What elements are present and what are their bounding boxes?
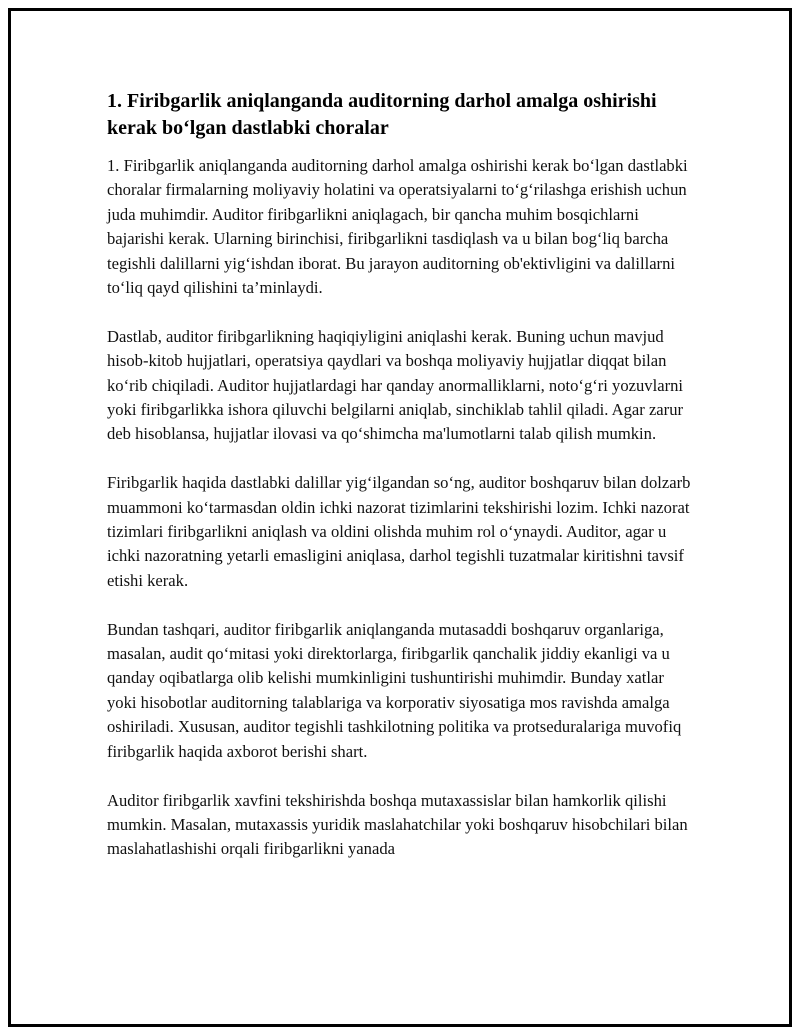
section-heading: 1. Firibgarlik aniqlanganda auditorning darhol amalga oshirishi kerak bo‘lgan dastlabki choralar [107, 90, 657, 139]
paragraph-5: Auditor firibgarlik xavfini tekshirishda boshqa mutaxassislar bilan hamkorlik qilishi mumkin. Masalan, mutaxassis yuridik maslahatchilar yoki boshqaruv hisobchilari bilan maslahatlashishi orqali firibgarlikni yanada [107, 790, 688, 859]
paragraph-3: Firibgarlik haqida dastlabki dalillar yig‘ilgandan so‘ng, auditor boshqaruv bilan dolzarb muammoni ko‘tarmasdan oldin ichki nazorat tizimlarini tekshirishi lozim. Ichki nazorat tizimlari firibgarlikni aniqlash va oldini olishda muhim rol o‘ynaydi. Auditor, agar u ichki nazoratning yetarli emasligini aniqlasa, darhol tegishli tuzatmalar kiritishni tavsif etishi kerak. [107, 473, 691, 590]
paragraph-2: Dastlab, auditor firibgarlikning haqiqiyligini aniqlashi kerak. Buning uchun mavjud hisob-kitob hujjatlari, operatsiya qaydlari va boshqa moliyaviy hujjatlar diqqat bilan ko‘rib chiqiladi. Auditor hujjatlardagi har qanday anormalliklarni, noto‘g‘ri yozuvlarni yoki firibgarlikka ishora qiluvchi belgilarni aniqlab, sinchiklab tahlil qiladi. Agar zarur deb hisoblansa, hujjatlar ilovasi va qo‘shimcha ma'lumotlarni talab qilish mumkin. [107, 326, 684, 444]
document-body [107, 88, 697, 886]
paragraph-4: Bundan tashqari, auditor firibgarlik aniqlanganda mutasaddi boshqaruv organlariga, masalan, audit qo‘mitasi yoki direktorlarga, firibgarlik qanchalik jiddiy ekanligi va u qanday oqibatlarga olib kelishi mumkinligini tushuntirishi muhimdir. Bunday xatlar yoki hisobotlar auditorning talablariga va korporativ siyosatiga mos ravishda amalga oshiriladi. Xususan, auditor tegishli tashkilotning politika va protseduralariga muvofiq firibgarlik haqida axborot berishi shart. [107, 619, 682, 761]
paragraph-1: 1. Firibgarlik aniqlanganda auditorning darhol amalga oshirishi kerak bo‘lgan dastlabki choralar firmalarning moliyaviy holatini va operatsiyalarni to‘g‘rilashga erishish uchun juda muhimdir. Auditor firibgarlikni aniqlagach, bir qancha muhim bosqichlarni bajarishi kerak. Ularning birinchisi, firibgarlikni tasdiqlash va u bilan bog‘liq barcha tegishli dalillarni yig‘ishdan iborat. Bu jarayon auditorning ob'ektivligini va dalillarni to‘liq qayd qilishini ta’minlaydi. [107, 156, 688, 298]
